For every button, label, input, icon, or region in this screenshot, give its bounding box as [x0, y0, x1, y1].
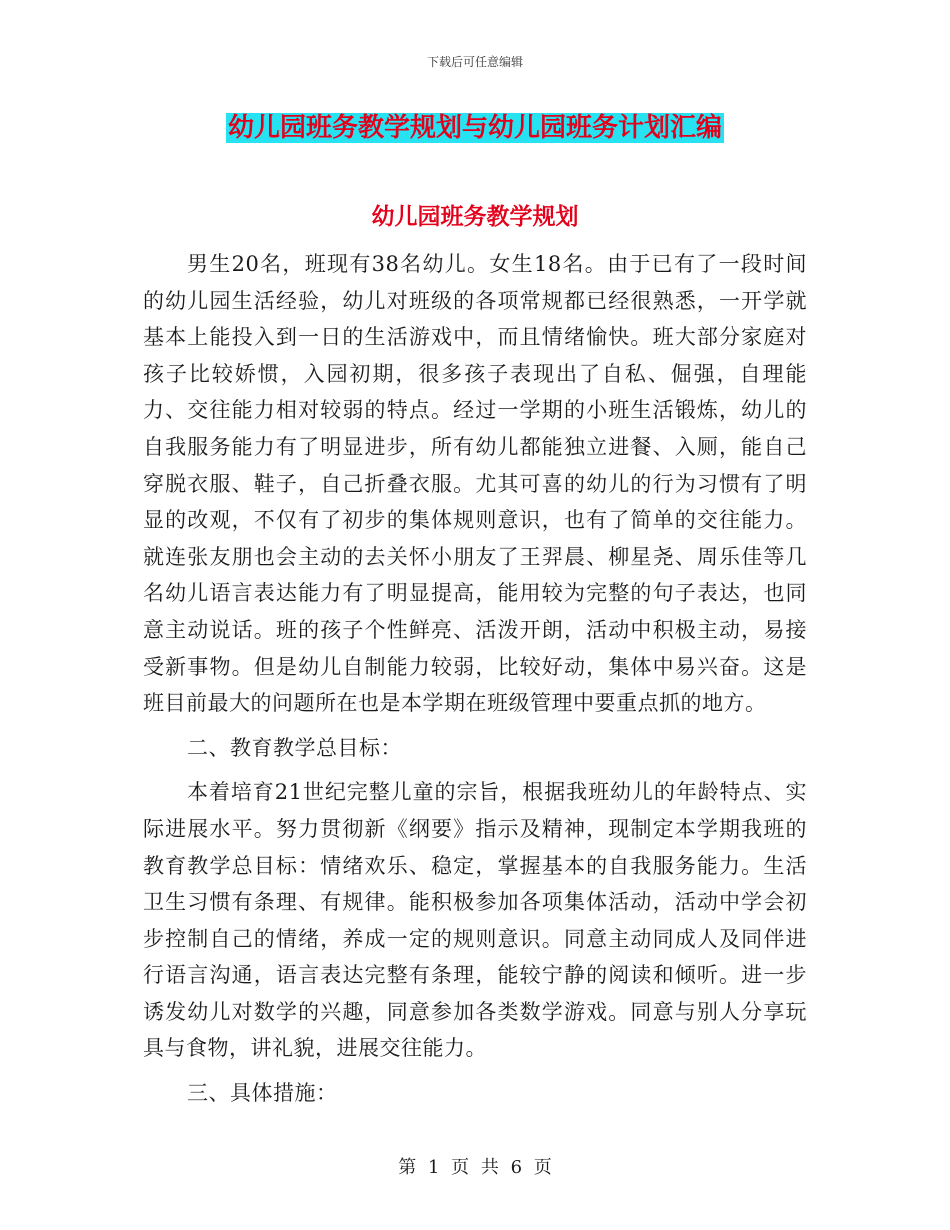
document-title — [0, 110, 950, 146]
document-title-highlight: 幼儿园班务教学规划与幼儿园班务计划汇编 — [227, 113, 722, 143]
paragraph-overall-goals: 本着培育21世纪完整儿童的宗旨，根据我班幼儿的年龄特点、实际进展水平。努力贯彻新《纲要》指示及精神，现制定本学期我班的教育教学总目标：情绪欢乐、稳定，掌握基本的自我服务能力。生活卫生习惯有条理、有规律。能积极参加各项集体活动，活动中学会初步控制自己的情绪，养成一定的规则意识。同意主动同成人及同伴进行语言沟通，语言表达完整有条理，能较宁静的阅读和倾听。进一步诱发幼儿对数学的兴趣，同意参加各类数学游戏。同意与别人分享玩具与食物，讲礼貌，进展交往能力。 — [143, 780, 807, 1061]
section-title: 幼儿园班务教学规划 — [371, 203, 579, 230]
header-note: 下载后可任意编辑 — [426, 55, 523, 69]
heading-specific-measures: 三、具体措施： — [187, 1081, 338, 1106]
heading-overall-goals: 二、教育教学总目标： — [187, 735, 402, 760]
document-body — [143, 246, 807, 1112]
page-number: 第 1 页 共 6 页 — [398, 1157, 552, 1178]
paragraph-class-overview: 男生20名，班现有38名幼儿。女生18名。由于已有了一段时间的幼儿园生活经验，幼儿对班级的各项常规都已经很熟悉，一开学就基本上能投入到一日的生活游戏中，而且情绪愉快。班大部分家庭对孩子比较娇惯，入园初期，很多孩子表现出了自私、倔强，自理能力、交往能力相对较弱的特点。经过一学期的小班生活锻炼，幼儿的自我服务能力有了明显进步，所有幼儿都能独立进餐、入厕，能自己穿脱衣服、鞋子，自己折叠衣服。尤其可喜的幼儿的行为习惯有了明显的改观，不仅有了初步的集体规则意识，也有了简单的交往能力。就连张友朋也会主动的去关怀小朋友了王羿晨、柳星尧、周乐佳等几名幼儿语言表达能力有了明显提高，能用较为完整的句子表达，也同意主动说话。班的孩子个性鲜亮、活泼开朗，活动中积极主动，易接受新事物。但是幼儿自制能力较弱，比较好动，集体中易兴奋。这是班目前最大的问题所在也是本学期在班级管理中要重点抓的地方。 — [143, 252, 807, 716]
